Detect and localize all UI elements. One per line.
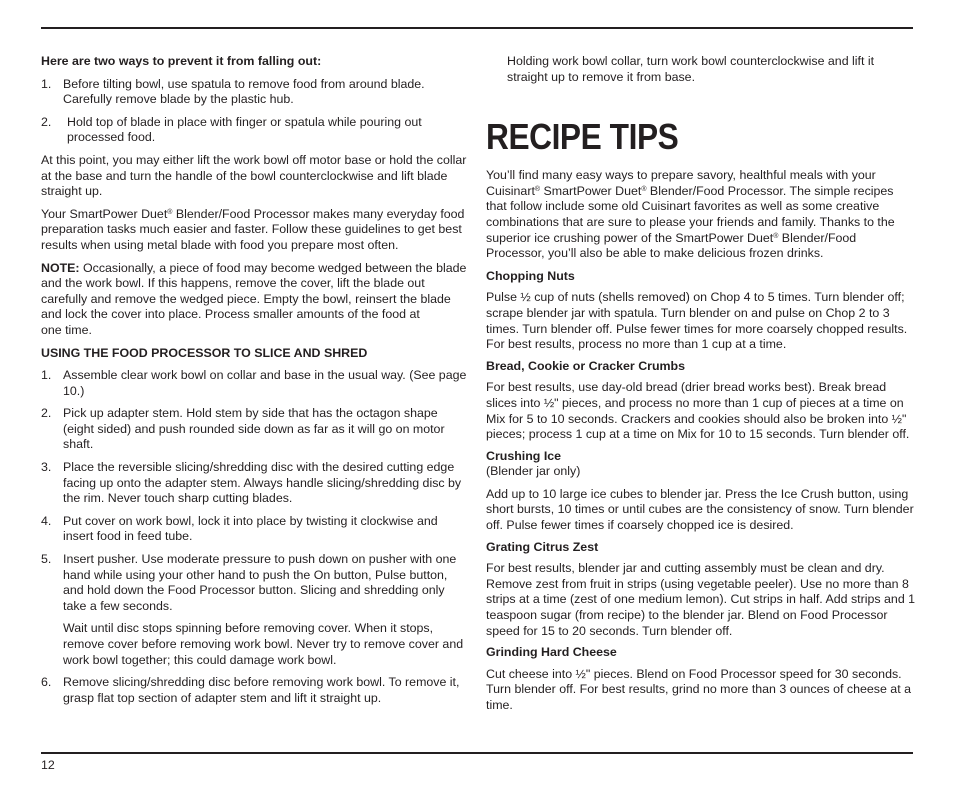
tip-text: For best results, use day-old bread (drier bread works best). Break bread slices into ½" pieces, and process no more than 1 cup of pieces at a time on Mix for 5 to 10 seconds. Crackers and cookies should also be broken into ½" pieces; process 1 cup at a time on Mix for 10 to 15 seconds. Turn blender off.: [486, 380, 910, 442]
list-number: 5.: [41, 552, 52, 567]
tip-heading: Crushing Ice: [486, 448, 562, 463]
left-column: [41, 54, 471, 713]
list-number: 6.: [41, 675, 52, 690]
duet-paragraph: Your SmartPower Duet® Blender/Food Processor makes many everyday food preparation tasks much easier and faster. Follow these guidelines to get best results when using metal blade with food you prepare most often.: [41, 206, 465, 252]
tip-heading: Grating Citrus Zest: [486, 539, 599, 554]
slice-heading: USING THE FOOD PROCESSOR TO SLICE AND SHRED: [41, 345, 368, 360]
list-text: Put cover on work bowl, lock it into place by twisting it clockwise and insert food in feed tube.: [63, 513, 438, 544]
list-item: [41, 115, 471, 146]
list-item: [41, 77, 471, 108]
tip-heading: Grinding Hard Cheese: [486, 645, 617, 660]
list-text: Pick up adapter stem. Hold stem by side that has the octagon shape (eight sided) and push rounded side down as far as it will go on motor shaft.: [63, 406, 445, 452]
list-text: Assemble clear work bowl on collar and base in the usual way. (See page 10.): [63, 368, 467, 398]
list-number: 1.: [41, 76, 52, 91]
list-text: Before tilting bowl, use spatula to remove food from around blade. Carefully remove blade by the plastic hub.: [63, 76, 425, 107]
list-text: Remove slicing/shredding disc before removing work bowl. To remove it, grasp flat top section of adapter stem and lift it straight up.: [63, 675, 460, 705]
intro-paragraph: You’ll find many easy ways to prepare savory, healthful meals with your Cuisinart® SmartPower Duet® Blender/Food Processor. The simple recipes that follow include some old Cuisinart favorites as well as some creative combinations that are sure to please your friends and family. Thanks to the superior ice crushing power of the SmartPower Duet® Blender/Food Processor, you’ll also be able to make delicious frozen drinks.: [486, 168, 895, 261]
list-text: Hold top of blade in place with finger or spatula while pouring out processed food.: [67, 114, 422, 145]
tip-text: For best results, blender jar and cutting assembly must be clean and dry. Remove zest from fruit in strips (using vegetable peeler). Use no more than 8 strips at a time (zest of one medium lemon). Cut strips in half. Add strips and 1 teaspoon sugar (from recipe) to the blender jar. Blend on Food Processor speed for 15 to 20 seconds. Turn blender off.: [486, 561, 916, 638]
lift-paragraph: At this point, you may either lift the work bowl off motor base or hold the collar at the base and turn the handle of the bowl counterclockwise and lift blade straight up.: [41, 152, 467, 199]
page-number: 12: [41, 758, 55, 772]
tip-heading: Bread, Cookie or Cracker Crumbs: [486, 358, 686, 373]
list-number: 3.: [41, 460, 52, 475]
list-item: [41, 514, 471, 545]
list-item: [41, 460, 471, 507]
note-label: NOTE:: [41, 260, 80, 275]
list-subparagraph: Wait until disc stops spinning before removing cover. When it stops, remove cover before removing work bowl. Never try to remove cover and work bowl together; this could damage work bowl.: [63, 621, 464, 667]
page-title: RECIPE TIPS: [486, 116, 679, 158]
top-rule: [41, 27, 913, 29]
bottom-rule: [41, 752, 913, 754]
list-item: [41, 552, 471, 614]
tip-text: Cut cheese into ½" pieces. Blend on Food Processor speed for 30 seconds. Turn blender off. For best results, grind no more than 3 ounces of cheese at a time.: [486, 666, 911, 712]
note-paragraph: NOTE: Occasionally, a piece of food may become wedged between the blade and the work bowl. If this happens, remove the cover, lift the blade out carefully and remove the wedged piece. Empty the bowl, reinsert the blade and lock the cover into place. Process smaller amounts of the food at one time.: [41, 260, 467, 337]
tip-text: Add up to 10 large ice cubes to blender jar. Press the Ice Crush button, using short bursts, 10 times or until cubes are the consistency of snow. Turn blender off. Pulse fewer times if coarsely chopped ice is desired.: [486, 486, 914, 533]
list-number: 2.: [41, 406, 52, 421]
list-number: 1.: [41, 368, 52, 383]
remove-bowl-paragraph: Holding work bowl collar, turn work bowl counterclockwise and lift it straight up to remove it from base.: [507, 54, 875, 84]
list-text: Place the reversible slicing/shredding disc with the desired cutting edge facing up onto the adapter stem. Always handle slicing/shredding disc by the rim. Never touch sharp cutting blades.: [63, 460, 462, 506]
list-text: Insert pusher. Use moderate pressure to push down on pusher with one hand while using your other hand to push the On button, Pulse button, and hold down the Food Processor button. Slicing and shredding only take a few seconds.: [63, 552, 457, 613]
tip-text: Pulse ½ cup of nuts (shells removed) on Chop 4 to 5 times. Turn blender off; scrape blender jar with spatula. Turn blender on and pulse on Chop 2 to 3 times. Turn blender off. Pulse fewer times for more coarsely chopped results. For best results, process no more than 1 cup at a time.: [486, 290, 908, 352]
tip-heading: Chopping Nuts: [486, 268, 575, 283]
list-item: [41, 406, 471, 453]
list-number: 2.: [41, 114, 52, 129]
prevent-heading: Here are two ways to prevent it from falling out:: [41, 54, 322, 68]
right-column: [486, 54, 916, 720]
list-item: [41, 368, 471, 399]
list-number: 4.: [41, 513, 52, 528]
tip-subheading: (Blender jar only): [486, 464, 581, 479]
list-item: [41, 675, 471, 706]
